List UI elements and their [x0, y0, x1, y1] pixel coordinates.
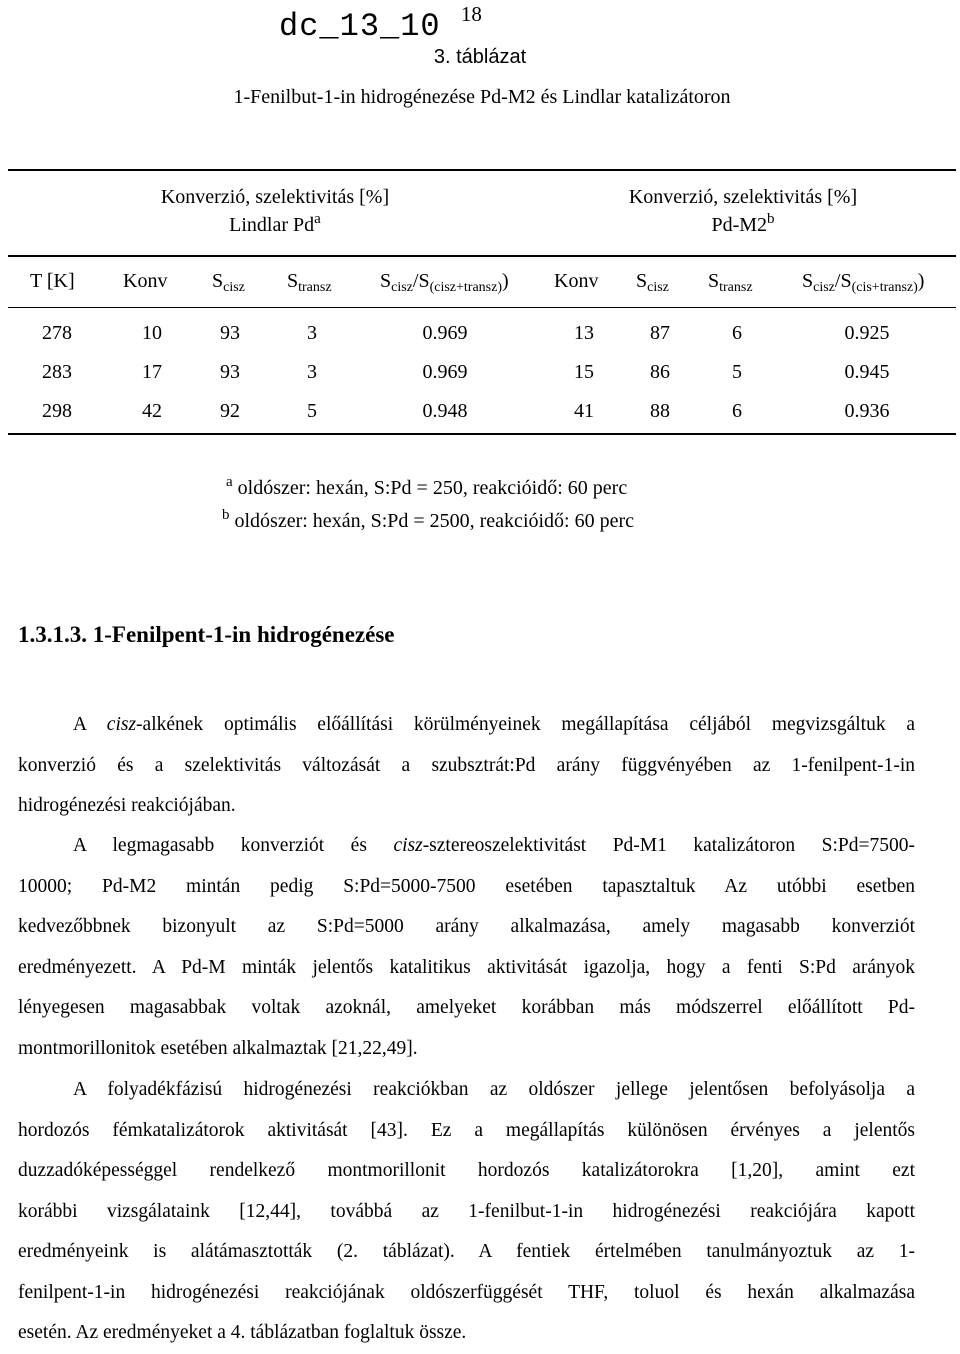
cell-ratio-lindlar: 0.969: [422, 322, 468, 344]
paragraph-line: lényegesen magasabbak voltak azoknál, amelyeket korábban más módszerrel előállított Pd-: [18, 997, 915, 1018]
table-row: [0, 361, 960, 389]
paragraph-line: konverzió és a szelektivitás változását a szubsztrát:Pd arány függvényében az 1-fenilpent-1-in: [18, 754, 915, 776]
table-subheader-rule: [8, 307, 956, 308]
paragraph-line: montmorillonitok esetében alkalmaztak [21,22,49].: [18, 1037, 418, 1059]
cell-stransz-lindlar: 5: [307, 400, 317, 422]
group-header-pdm2: [588, 183, 898, 239]
paragraph-line: A legmagasabb konverziót és cisz-sztereoszelektivitást Pd-M1 katalizátoron S:Pd=7500-: [73, 835, 916, 856]
cell-scisz-pdm2: 86: [650, 361, 670, 383]
col-header-scisz-lindlar: $S_{cisz}$: [212, 270, 245, 295]
paragraph-line: A folyadékfázisú hidrogénezési reakciókban az oldószer jellege jelentősen befolyásolja a: [73, 1079, 915, 1100]
table-footnote: [226, 474, 627, 500]
col-header-stransz-lindlar: $S_{transz}$: [287, 270, 332, 295]
col-header-stransz-pdm2: $S_{transz}$: [708, 270, 753, 295]
table-title: 1-Fenilbut-1-in hidrogénezése Pd-M2 és Lindlar katalizátoron: [233, 86, 731, 108]
group-pdm2-line2: Pd-M2$^b$: [711, 211, 775, 236]
cell-scisz-lindlar: 93: [220, 322, 240, 344]
footnote-text: oldószer: hexán, S:Pd = 2500, reakcióidő: 60 perc: [234, 510, 635, 532]
paragraph-line: fenilpent-1-in hidrogénezési reakciójának oldószerfüggését THF, toluol és hexán alkalmazása: [18, 1281, 915, 1303]
cell-stransz-pdm2: 6: [732, 322, 742, 344]
cell-scisz-lindlar: 92: [220, 400, 240, 422]
footnote-mark: a: [226, 474, 233, 490]
cell-stransz-pdm2: 6: [732, 400, 742, 422]
cell-ratio-lindlar: 0.948: [422, 400, 468, 422]
cell-konv-pdm2: 41: [574, 400, 594, 422]
cell-konv-pdm2: 13: [574, 322, 594, 344]
body-paragraph: [18, 705, 915, 827]
paragraph-line: 10000; Pd-M2 mintán pedig S:Pd=5000-7500 esetében tapasztaltuk Az utóbbi esetben: [18, 875, 915, 897]
group-lindlar-line1: Konverzió, szelektivitás [%]: [160, 186, 390, 208]
col-header-t: T [K]: [30, 270, 75, 292]
col-header-ratio-lindlar: $S_{cisz}/S_{(cisz+transz)}$): [380, 270, 509, 295]
page-number: 18: [460, 2, 482, 26]
body-paragraph: [18, 1070, 915, 1354]
table-footnote: [222, 507, 634, 533]
table-top-rule: [8, 169, 956, 171]
body-paragraph: [18, 826, 915, 1069]
col-header-konv-lindlar: Konv: [123, 270, 168, 292]
cell-ratio-pdm2: 0.945: [844, 361, 890, 383]
footnote-mark: b: [222, 507, 230, 523]
paragraph-line: eredményezett. A Pd-M minták jelentős katalitikus aktivitását igazolja, hogy a fenti S:Pd arányok: [18, 956, 915, 978]
cell-konv-lindlar: 10: [142, 322, 162, 344]
paragraph-line: esetén. Az eredményeket a 4. táblázatban foglaltuk össze.: [18, 1322, 467, 1343]
cell-stransz-lindlar: 3: [307, 361, 317, 383]
cell-konv-lindlar: 42: [142, 400, 162, 422]
cell-t: 278: [42, 322, 72, 344]
cell-ratio-pdm2: 0.925: [844, 322, 890, 344]
cell-t: 283: [42, 361, 72, 383]
document-id-text: dc_13_10: [279, 8, 441, 45]
group-lindlar-line2: Lindlar Pd$^a$: [229, 211, 321, 236]
section-heading: 1.3.1.3. 1-Fenilpent-1-in hidrogénezése: [18, 622, 395, 647]
col-header-konv-pdm2: Konv: [554, 270, 599, 292]
paragraph-line: kedvezőbbnek bizonyult az S:Pd=5000 arány alkalmazása, amely magasabb konverziót: [18, 916, 915, 937]
cell-t: 298: [42, 400, 72, 422]
cell-konv-lindlar: 17: [142, 361, 162, 383]
table-label: 3. táblázat: [433, 46, 527, 68]
table-header-rule: [8, 255, 956, 257]
paragraph-line: duzzadóképességgel rendelkező montmorillonit hordozós katalizátorokra [1,20], amint ezt: [18, 1160, 915, 1181]
group-pdm2-line1: Konverzió, szelektivitás [%]: [628, 186, 858, 208]
table-bottom-rule: [8, 433, 956, 435]
paragraph-line: hidrogénezési reakciójában.: [18, 795, 236, 816]
col-header-ratio-pdm2: $S_{cisz}/S_{(cis+transz)}$): [802, 270, 925, 295]
cell-scisz-pdm2: 87: [650, 322, 670, 344]
cell-stransz-pdm2: 5: [732, 361, 742, 383]
cell-scisz-lindlar: 93: [220, 361, 240, 383]
footnote-text: oldószer: hexán, S:Pd = 250, reakcióidő: 60 perc: [237, 477, 628, 499]
cell-ratio-pdm2: 0.936: [844, 400, 890, 422]
col-header-scisz-pdm2: $S_{cisz}$: [636, 270, 669, 295]
table-row: [0, 400, 960, 428]
cell-konv-pdm2: 15: [574, 361, 594, 383]
document-id: [279, 2, 482, 45]
table-row: [0, 322, 960, 350]
cell-scisz-pdm2: 88: [650, 400, 670, 422]
cell-stransz-lindlar: 3: [307, 322, 317, 344]
cell-ratio-lindlar: 0.969: [422, 361, 468, 383]
paragraph-line: korábbi vizsgálataink [12,44], továbbá az 1-fenilbut-1-in hidrogénezési reakciójára kapott: [18, 1200, 915, 1222]
group-header-lindlar: [120, 183, 430, 239]
paragraph-line: hordozós fémkatalizátorok aktivitását [43]. Ez a megállapítás különösen érvényes a jelentős: [18, 1119, 915, 1141]
paragraph-line: eredményeink is alátámasztották (2. táblázat). A fentiek értelmében tanulmányoztuk az 1-: [18, 1241, 915, 1262]
paragraph-line: A cisz-alkének optimális előállítási körülményeinek megállapítása céljából megvizsgáltuk a: [73, 714, 916, 735]
